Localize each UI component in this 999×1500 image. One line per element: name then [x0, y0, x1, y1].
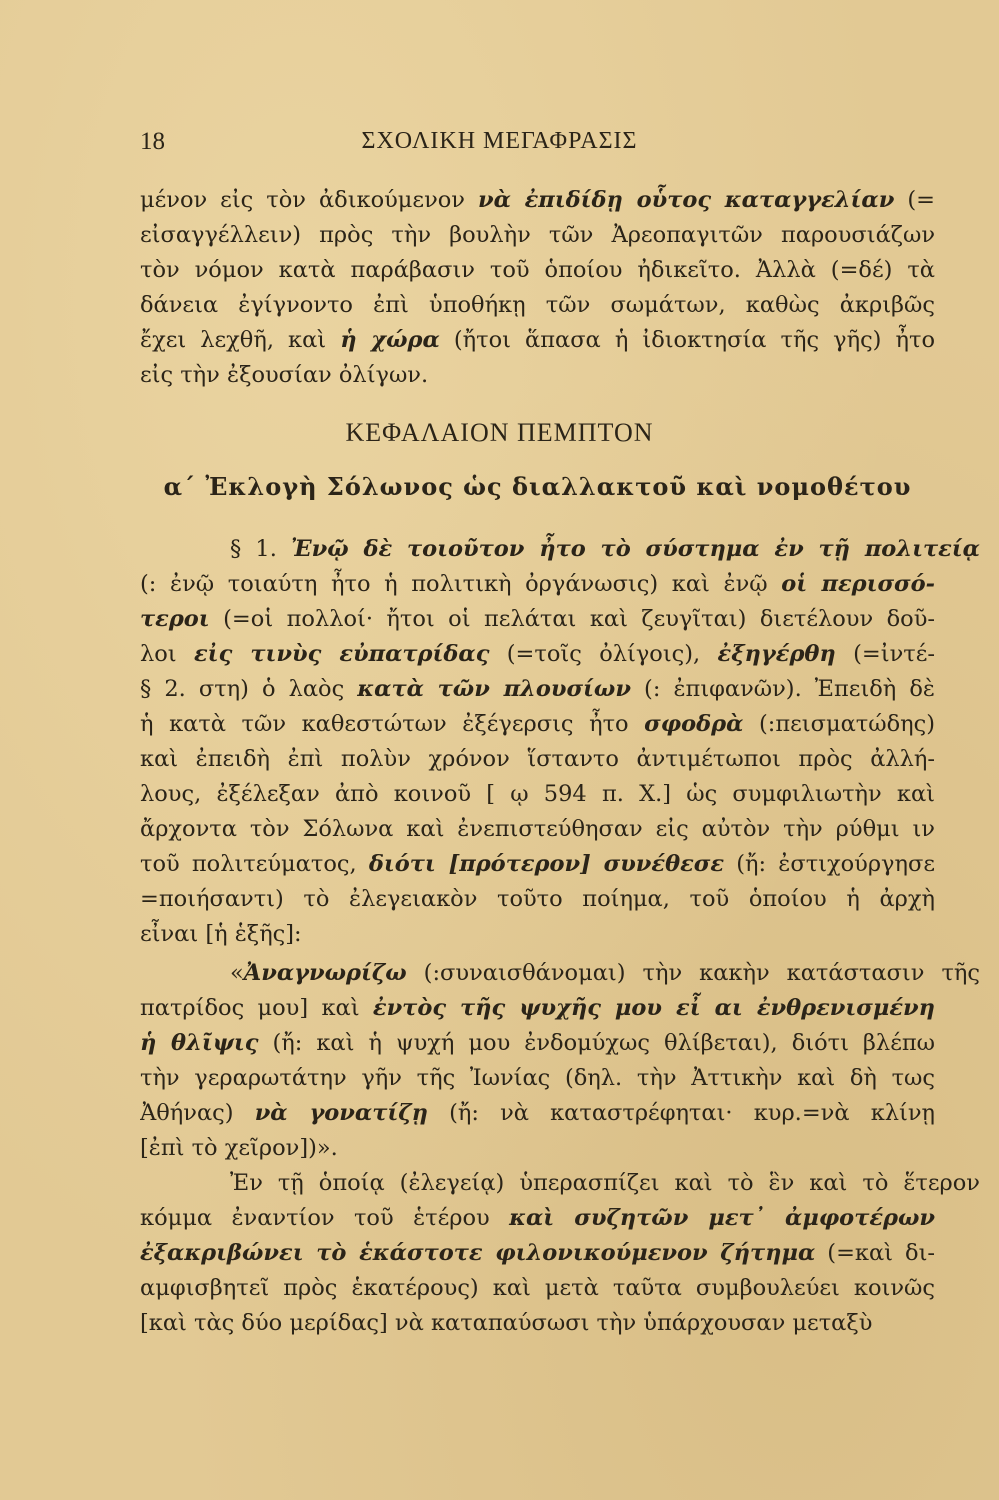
emphasized-text: ἡ χώρα — [340, 327, 440, 353]
text-run: εἰς τὴν ἐξουσίαν ὀλίγων. — [140, 362, 429, 388]
text-run: κόμμα ἐναντίον τοῦ ἑτέρου — [140, 1205, 510, 1231]
text-run: ἄρχοντα τὸν Σόλωνα καὶ ἐνεπιστεύθησαν εἰς αὐτὸν τὴν ρύθμι ιν — [140, 816, 935, 842]
emphasized-text: νὰ γονατίζῃ — [254, 1100, 428, 1126]
emphasized-text: Ἐνῷ δὲ τοιοῦτον ἦτο τὸ σύστημα ἐν τῇ πολιτείᾳ — [291, 536, 980, 562]
text-run: λοι — [140, 641, 194, 667]
text-run: λους, ἐξέλεξαν ἀπὸ κοινοῦ [ ῳ 594 π. Χ.] ὡς συμφιλιωτὴν καὶ — [140, 781, 935, 807]
paragraph2-line — [140, 568, 935, 600]
text-run: τὸν νόμον κατὰ παράβασιν τοῦ ὁποίου ἠδικεῖτο. Ἀλλὰ (=δέ) τὰ — [140, 257, 935, 283]
paragraph1-line — [140, 359, 935, 391]
paragraph2-line — [140, 813, 935, 845]
emphasized-text: κατὰ τῶν πλουσίων — [357, 676, 631, 702]
paragraph2-line — [140, 848, 935, 880]
paragraph3-line — [140, 1027, 935, 1059]
text-run: ἡ κατὰ τῶν καθεστώτων ἐξέγερσις ἦτο — [140, 711, 645, 737]
emphasized-text: ἐξακριβώνει τὸ ἑκάστοτε φιλονικούμενον ζήτημα — [140, 1240, 816, 1266]
text-run: ἔχει λεχθῆ, καὶ — [140, 327, 341, 353]
text-run: καὶ ἐπειδὴ ἐπὶ πολὺν χρόνον ἵσταντο ἀντιμέτωποι πρὸς ἀλλή- — [140, 746, 935, 772]
paragraph3-line — [140, 1097, 935, 1129]
paragraph2-line — [140, 883, 935, 915]
text-run: Ἀθήνας) — [140, 1100, 255, 1126]
emphasized-text: ἐντὸς τῆς ψυχῆς μου εἶ αι ἐνθρενισμένη — [372, 995, 935, 1021]
emphasized-text: καὶ συζητῶν μετ᾽ ἀμφοτέρων — [509, 1205, 935, 1231]
emphasized-text: οἱ περισσό- — [781, 571, 935, 597]
page-number: 18 — [140, 128, 165, 155]
paragraph2-line — [140, 918, 935, 950]
emphasized-text: τεροι — [140, 606, 210, 632]
section-heading: α΄ Ἐκλογὴ Σόλωνος ὡς διαλλακτοῦ καὶ νομοθέτου — [163, 472, 912, 501]
paragraph4-line — [140, 1202, 935, 1234]
text-run: =ποιήσαντι) τὸ ἐλεγειακὸν τοῦτο ποίημα, τοῦ ὁποίου ἡ ἀρχὴ — [140, 886, 935, 912]
text-run: μένον εἰς τὸν ἀδικούμενον — [140, 187, 478, 213]
paragraph2-line — [140, 778, 935, 810]
text-run: πατρίδος μου] καὶ — [140, 995, 373, 1021]
paragraph1-line — [140, 254, 935, 286]
paragraph3-line — [140, 992, 935, 1024]
text-run: (: ἐπιφανῶν). Ἐπειδὴ δὲ — [630, 676, 935, 702]
paragraph2-line — [140, 603, 935, 635]
chapter-title: ΚΕΦΑΛΑΙΟΝ ΠΕΜΠΤΟΝ — [345, 418, 654, 447]
paragraph1-line — [140, 219, 935, 251]
text-run: αμφισβητεῖ πρὸς ἑκατέρους) καὶ μετὰ ταῦτα συμβουλεύει κοινῶς — [140, 1275, 935, 1301]
text-run: τὴν γεραρωτάτην γῆν τῆς Ἰωνίας (δηλ. τὴν Ἀττικὴν καὶ δὴ τως — [140, 1065, 935, 1091]
text-run: (ἤ: καὶ ἡ ψυχή μου ἐνδομύχως θλίβεται), διότι βλέπω — [258, 1030, 935, 1056]
emphasized-text: εἰς τινὺς εὐπατρίδας — [194, 641, 490, 667]
text-run: (:πεισματώδης) — [743, 711, 935, 737]
text-run: (= — [894, 187, 935, 213]
text-run: δάνεια ἐγίγνοντο ἐπὶ ὑποθήκῃ τῶν σωμάτων, καθὼς ἀκριβῶς — [140, 292, 935, 318]
text-run: (ἤ: νὰ καταστρέφηται· κυρ.=νὰ κλίνῃ — [427, 1100, 935, 1126]
text-run: (=ἰντέ- — [835, 641, 935, 667]
text-run: [ἐπὶ τὸ χεῖρον])». — [140, 1135, 338, 1161]
paragraph1-line — [140, 324, 935, 356]
text-run: (=τοῖς ὀλίγοις), — [489, 641, 718, 667]
paragraph2-line — [140, 638, 935, 670]
paragraph3-line — [140, 1062, 935, 1094]
paragraph4-line — [140, 1307, 935, 1339]
paragraph2-line — [185, 533, 980, 565]
paragraph2-line — [140, 743, 935, 775]
text-run: § 2. στη) ὁ λαὸς — [140, 676, 358, 702]
running-title: ΣΧΟΛΙΚΗ ΜΕΓΑΦΡΑΣΙΣ — [361, 128, 638, 154]
text-run: τοῦ πολιτεύματος, — [140, 851, 369, 877]
text-run: (=καὶ δι- — [815, 1240, 935, 1266]
text-run: (=οἱ πολλοί· ἤτοι οἱ πελάται καὶ ζευγῖται) διετέλουν δοῦ- — [209, 606, 935, 632]
text-run: (: ἐνῷ τοιαύτη ἦτο ἡ πολιτικὴ ὀργάνωσις) καὶ ἐνῷ — [140, 571, 782, 597]
paragraph4-line — [140, 1237, 935, 1269]
text-run: (ἤ: ἐστιχούργησε — [724, 851, 935, 877]
emphasized-text: σφοδρὰ — [644, 711, 744, 737]
text-run: εἰσαγγέλλειν) πρὸς τὴν βουλὴν τῶν Ἀρεοπαγιτῶν παρουσιάζων — [140, 222, 935, 248]
emphasized-text: ἡ θλῖψις — [140, 1030, 259, 1056]
text-run: εἶναι [ἡ ἑξῆς]: — [140, 921, 302, 947]
emphasized-text: ἐξηγέρθη — [717, 641, 836, 667]
paragraph2-line — [140, 708, 935, 740]
paragraph4-line — [185, 1167, 980, 1199]
paragraph2-line — [140, 673, 935, 705]
text-run: (ἤτοι ἅπασα ἡ ἰδιοκτησία τῆς γῆς) ἦτο — [439, 327, 935, 353]
paragraph1-line — [140, 184, 935, 216]
paragraph4-line — [140, 1272, 935, 1304]
text-run: § 1. — [230, 536, 291, 562]
text-run: [καὶ τὰς δύο μερίδας] νὰ καταπαύσωσι τὴν ὑπάρχουσαν μεταξὺ — [140, 1310, 873, 1336]
text-run: (:συναισθάνομαι) τὴν κακὴν κατάστασιν τῆς — [406, 960, 980, 986]
emphasized-text: Ἀναγνωρίζω — [243, 960, 407, 986]
page-header — [0, 128, 999, 164]
emphasized-text: νὰ ἐπιδίδῃ οὗτος καταγγελίαν — [478, 187, 895, 213]
paragraph1-line — [140, 289, 935, 321]
emphasized-text: διότι [πρότερον] συνέθεσε — [368, 851, 725, 877]
text-run: « — [230, 960, 244, 986]
paragraph3-line — [140, 1132, 935, 1164]
text-run: Ἐν τῇ ὁποίᾳ (ἐλεγείᾳ) ὑπερασπίζει καὶ τὸ ἓν καὶ τὸ ἕτερον — [230, 1170, 980, 1196]
paragraph3-line — [185, 957, 980, 989]
